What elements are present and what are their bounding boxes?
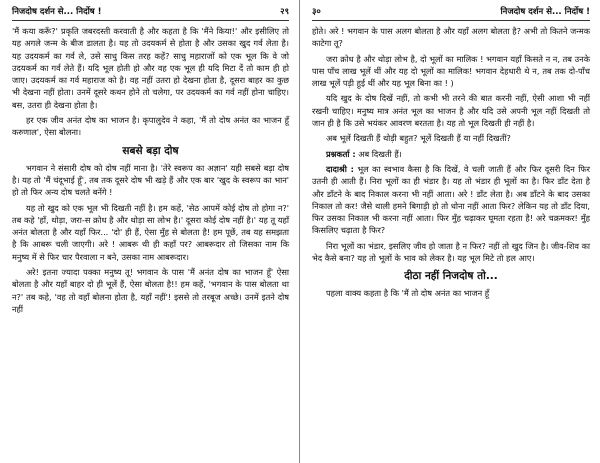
right-page-header — [312, 6, 590, 21]
left-header-title: निजदोष दर्शन से... निर्दोष ! — [12, 7, 102, 17]
left-section-paragraph-3: अरे! इतना ज्यादा पक्का मनुष्य तू! भगवान के पास 'मैं अनंत दोष का भाजन हूँ' ऐसा बोलता है और यहाँ बाहर दो ही भूलें हैं, ऐसा बोलता है!! हम कहें, 'भगवान के पास बोलता था न?' तब कहे, 'वह तो वहाँ बोलना होता है, यहाँ नहीं'! इससे तो तरबूज अच्छे। उनमें इतने दोष नहीं — [12, 267, 289, 314]
qa-question-text: अब भूलें दिखती हैं थोड़ी बहुत? भूलें दिखती हैं या नहीं दिखतीं? — [326, 133, 511, 144]
right-section-paragraph-1: पहला वाक्य कहता है कि 'मैं तो दोष अनंत का भाजन हूँ — [326, 288, 490, 299]
qa-question — [312, 132, 590, 144]
left-section-paragraph-2: यह तो खुद को एक भूल भी दिखती नहीं है। हम कहें, 'सेठ आपमें कोई दोष तो होगा न?' तब कहे 'हाँ, थोड़ा, जरा-स क्रोध है और थोड़ा सा लोभ है।' दूसरा कोई दोष नहीं है।' यह तू यहाँ अनंत बोलता है और यहाँ फिर... 'दो' ही हैं, ऐसा मुँह से बोलता है! हम पूछें, तब यह समझता है कि आबरू चली जाएगी। अरे ! आबरू थी ही कहाँ पर? आबरूदार तो जिसका नाम कि मनुष्य में से फिर चार पैरवाला न बने, उसका नाम आबरूदार। — [12, 202, 289, 262]
left-page-number: २९ — [280, 7, 289, 17]
qa-speaker-dadashri: दादाश्री : — [326, 163, 354, 174]
right-tail-paragraph: निरा भूलों का भंडार, इसलिए जीव हो जाता है न फिर? नहीं तो खुद जिन है। जीव-शिव का भेद कैसे बना? यह तो भूलों के भाव को लेकर है। यह भूल मिटे तो हल आए। — [312, 240, 590, 264]
qa-answer-2-text: भूल का स्वभाव कैसा है कि दिखें, वे चली जाती हैं और फिर दूसरी दिन फिर उतनी ही आती हैं। निरा भूलों का ही भंडार है। यह तो भंडार ही भूलों का है। फिर डाँट देता है और डाँटने के बाद निकाल करना भी नहीं आता। अरे ! डाँट लेता है। अब डाँटने के बाद उसका निकाल तो कर! जैसे थाली हमने बिगाड़ी हो तो धोना नहीं आता फिर? लेकिन यह तो डाँट दिया, फिर उसका निकाल भी करना नहीं आता। फिर मुँह चढ़ाकर घूमता रहता है! अरे चक्रमकर! मुँह किसलिए चढ़ाता है फिर? — [312, 163, 590, 236]
right-paragraph-2: जरा क्रोध है और थोड़ा लोभ है, दो भूलों का मालिक ! भगवान यहाँ किसते न न, तब उनके पास पाँच लाख भूलें थीं और यह दो भूलों का मालिक! भगवान देहधारी थे न, तब तक दो-पाँच लाख भूलें पड़ी हुई थीं और यह भूल बिना का ! ) — [312, 53, 590, 89]
right-paragraph-1: होते। अरे ! भगवान के पास अलग बोलता है और यहाँ अलग बोलता है? अभी तो कितने जन्मक काटेगा तू? — [312, 26, 590, 49]
right-header-title: निजदोष दर्शन से... निर्दोष ! — [500, 7, 590, 17]
right-section-heading: दीठा नहीं निजदोष तो... — [404, 270, 498, 283]
qa-answer-1-text: अब दिखती हैं। — [358, 148, 402, 159]
left-section-paragraph-1: भगवान ने संसारी दोष को दोष नहीं माना है। 'तेरे स्वरूप का अज्ञान' यही सबसे बड़ा दोष है। यह तो 'मैं चंदूभाई हूँ', तब तक दूसरे दोष भी खड़े हैं और एक बार 'खुद के स्वरूप का भान' हो तो फिर अन्य दोष चलते बनेंगे ! — [12, 162, 289, 198]
qa-speaker-questioner: प्रश्नकर्ता : — [326, 148, 356, 159]
right-page — [300, 0, 600, 463]
left-section-heading: सबसे बड़ा दोष — [122, 144, 179, 157]
left-paragraph-2: हर एक जीव अनंत दोष का भाजन है। कृपालुदेव ने कहा, 'मैं तो दोष अनंत का भाजन हूँ करुणाल', ऐसा बोलना। — [12, 115, 289, 138]
qa-answer-2 — [312, 163, 590, 237]
left-page-header — [12, 6, 289, 21]
right-page-number: ३० — [312, 7, 321, 17]
qa-answer-1 — [312, 148, 590, 160]
right-paragraph-3: यदि खुद के दोष दिखें नहीं, तो कभी भी तरने की बात करनी नहीं, ऐसी आशा भी नहीं रखनी चाहिए। मनुष्य मात्र अनंत भूल का भाजन है और यदि उसे अपनी भूल नहीं दिखती तो जान ही है कि उसे भयंकर आवरण बरतता है। यह तो भूल दिखती ही नहीं है। — [312, 93, 590, 129]
left-paragraph-1: 'मैं कया करूँ?' प्रकृति जबरदस्ती करवाती है और कहता है कि 'मैंने किया!' और इसीलिए तो यह अगले जन्म के बीज डालता है। यह तो उदयकर्म से होता है और उसका खुद गर्व लेता है। यह उदयकर्म का गर्व ले, उसे साधु किस तरह कहें? साधु महाराजों को एक भूल कि वे जो उदयकर्म का गर्व लेते हैं। यदि भूल होती हो और वह एक भूल ही यदि मिटा दें तो काम ही हो जाए। उदयकर्म का गर्व महाराज को है। वह नहीं उतरा हो देखना होता है, दूसरा बाहर का कुछ भी देखना नहीं होता। उनमें दूसरे कथन होने तो चलेगा, पर उदयकर्म का गर्व नहीं होना चाहिए। बस, उतरा ही देखना होता है। — [12, 26, 289, 110]
